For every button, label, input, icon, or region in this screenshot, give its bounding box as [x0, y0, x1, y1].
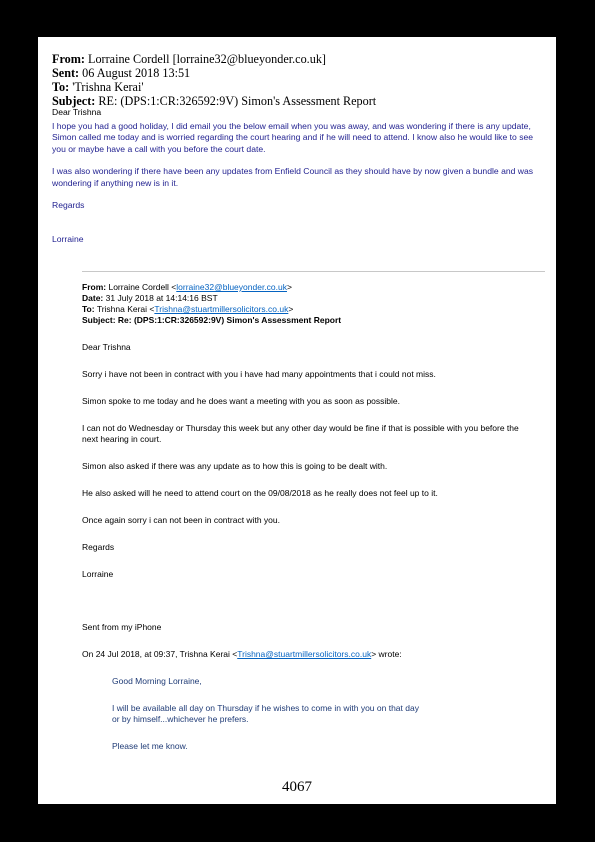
outer-paragraph-2: I was also wondering if there have been any updates from Enfield Council as they should have by now given a bundle and was wondering if anything new is in it.	[52, 166, 534, 188]
document-page	[38, 37, 556, 804]
outer-regards: Regards	[52, 200, 85, 210]
quoted-line-2: or by himself...whichever he prefers.	[112, 714, 249, 724]
inner-signature: Lorraine	[82, 569, 114, 579]
inner-subject-line: Subject: Re: (DPS:1:CR:326592:9V) Simon's Assessment Report	[82, 315, 342, 325]
inner-email	[82, 282, 522, 768]
outer-from-line	[52, 52, 552, 66]
wrote-suffix: > wrote:	[371, 649, 402, 659]
from-label: From:	[52, 52, 85, 66]
inner-from-close: >	[286, 282, 292, 292]
inner-to-name: Trishna Kerai <	[96, 304, 155, 314]
outer-email-header	[52, 52, 552, 108]
quoted-message	[82, 676, 522, 752]
inner-to-line	[82, 304, 522, 315]
inner-date-label: Date:	[82, 293, 104, 303]
inner-paragraph-6: Once again sorry i can not been in contract with you.	[82, 515, 280, 525]
inner-from-name: Lorraine Cordell <	[108, 282, 177, 292]
inner-to-email-link[interactable]: Trishna@stuartmillersolicitors.co.uk	[154, 304, 289, 314]
outer-greeting: Dear Trishna	[52, 107, 102, 117]
outer-sent-line	[52, 66, 552, 80]
inner-email-header	[82, 282, 522, 326]
outer-email-body	[52, 107, 546, 256]
sent-label: Sent:	[52, 66, 80, 80]
inner-greeting: Dear Trishna	[82, 342, 131, 352]
inner-date-line	[82, 293, 522, 304]
subject-value: RE: (DPS:1:CR:326592:9V) Simon's Assessment Report	[98, 94, 377, 108]
inner-regards: Regards	[82, 542, 115, 552]
outer-to-line	[52, 80, 552, 94]
wrote-email-link[interactable]: Trishna@stuartmillersolicitors.co.uk	[237, 649, 372, 659]
quoted-greeting: Good Morning Lorraine,	[112, 676, 202, 686]
inner-from-email-link[interactable]: lorraine32@blueyonder.co.uk	[176, 282, 287, 292]
quoted-body	[112, 703, 522, 725]
inner-from-label: From:	[82, 282, 107, 292]
subject-label: Subject:	[52, 94, 96, 108]
page-number: 4067	[282, 779, 312, 795]
quoted-line-1: I will be available all day on Thursday if he wishes to come in with you on that day	[112, 703, 419, 713]
quoted-closing: Please let me know.	[112, 741, 188, 751]
wrote-line	[82, 649, 522, 660]
from-value: Lorraine Cordell [lorraine32@blueyonder.co.uk]	[88, 52, 326, 66]
wrote-prefix: On 24 Jul 2018, at 09:37, Trishna Kerai <	[82, 649, 238, 659]
inner-to-label: To:	[82, 304, 95, 314]
outer-subject-line	[52, 94, 552, 108]
inner-to-close: >	[288, 304, 294, 314]
inner-paragraph-5: He also asked will he need to attend court on the 09/08/2018 as he really does not feel up to it.	[82, 488, 438, 498]
inner-paragraph-1: Sorry i have not been in contract with you i have had many appointments that i could not miss.	[82, 369, 436, 379]
to-value: 'Trishna Kerai'	[72, 80, 144, 94]
inner-paragraph-4: Simon also asked if there was any update as to how this is going to be dealt with.	[82, 461, 388, 471]
to-label: To:	[52, 80, 70, 94]
inner-paragraph-2: Simon spoke to me today and he does want a meeting with you as soon as possible.	[82, 396, 400, 406]
inner-paragraph-3: I can not do Wednesday or Thursday this week but any other day would be fine if that is possible with you before the next hearing in court.	[82, 423, 519, 444]
sent-from-iphone: Sent from my iPhone	[82, 622, 162, 632]
outer-signature: Lorraine	[52, 233, 84, 244]
outer-paragraph-1: I hope you had a good holiday, I did email you the below email when you was away, and was wondering if there is any update, Simon called me today and is worried regarding the court hearing and if he will need to attend. I know also he would like to see you or maybe have a call with you before the court date.	[52, 120, 534, 154]
inner-from-line	[82, 282, 522, 293]
email-divider	[82, 271, 545, 272]
sent-value: 06 August 2018 13:51	[82, 66, 191, 80]
inner-date-value: 31 July 2018 at 14:14:16 BST	[105, 293, 218, 303]
